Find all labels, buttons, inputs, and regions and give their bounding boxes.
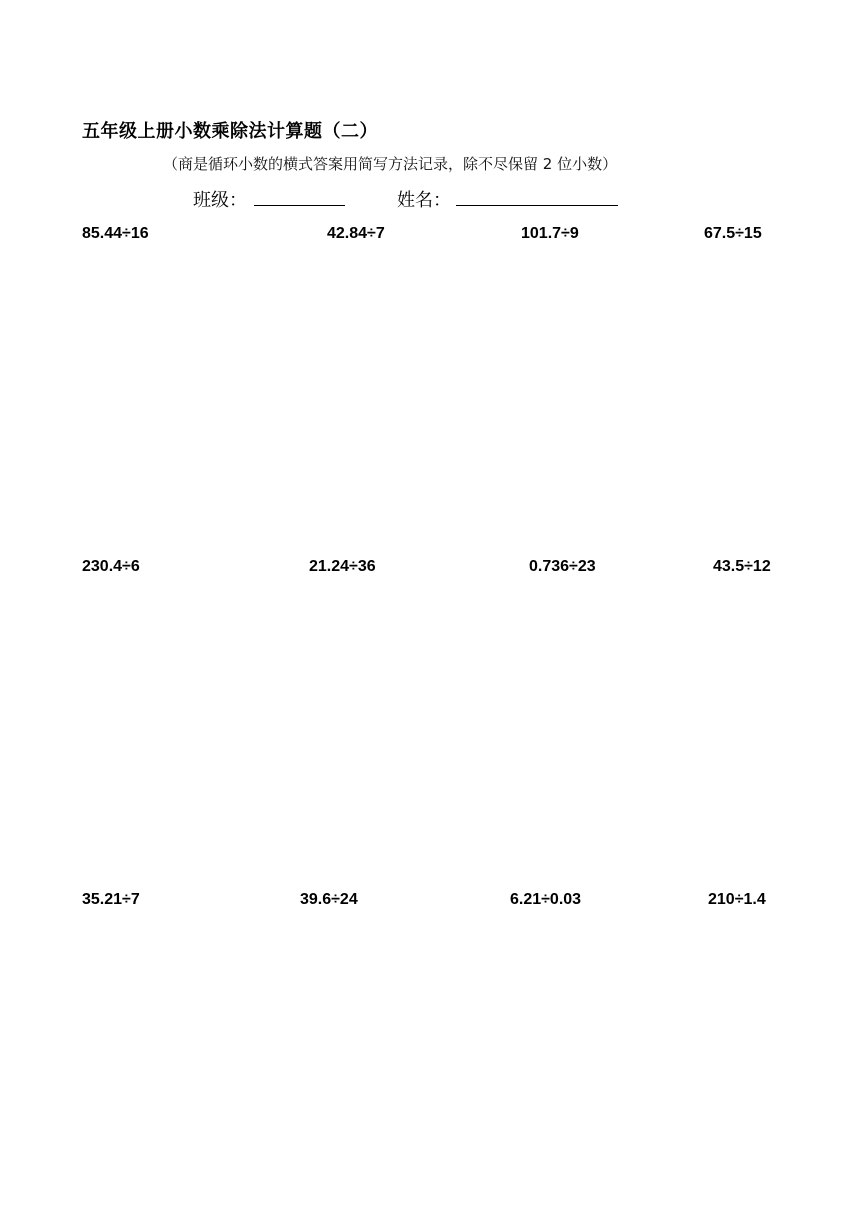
class-blank-line[interactable] xyxy=(254,205,345,206)
worksheet-instructions: （商是循环小数的横式答案用简写方法记录，除不尽保留 2 位小数） xyxy=(163,155,618,173)
problem-1-2: 42.84÷7 xyxy=(327,225,385,242)
problem-3-4: 210÷1.4 xyxy=(708,891,766,908)
name-label: 姓名： xyxy=(397,190,451,211)
problem-2-3: 0.736÷23 xyxy=(529,558,596,575)
problem-1-4: 67.5÷15 xyxy=(704,225,762,242)
problem-3-2: 39.6÷24 xyxy=(300,891,358,908)
problem-2-4: 43.5÷12 xyxy=(713,558,771,575)
problem-2-2: 21.24÷36 xyxy=(309,558,376,575)
worksheet-title: 五年级上册小数乘除法计算题（二） xyxy=(82,121,378,142)
class-label: 班级： xyxy=(193,190,247,211)
name-blank-line[interactable] xyxy=(456,205,618,206)
problem-3-3: 6.21÷0.03 xyxy=(510,891,582,908)
problem-2-1: 230.4÷6 xyxy=(82,558,140,575)
problem-3-1: 35.21÷7 xyxy=(82,891,140,908)
problem-1-1: 85.44÷16 xyxy=(82,225,149,242)
problem-1-3: 101.7÷9 xyxy=(521,225,579,242)
